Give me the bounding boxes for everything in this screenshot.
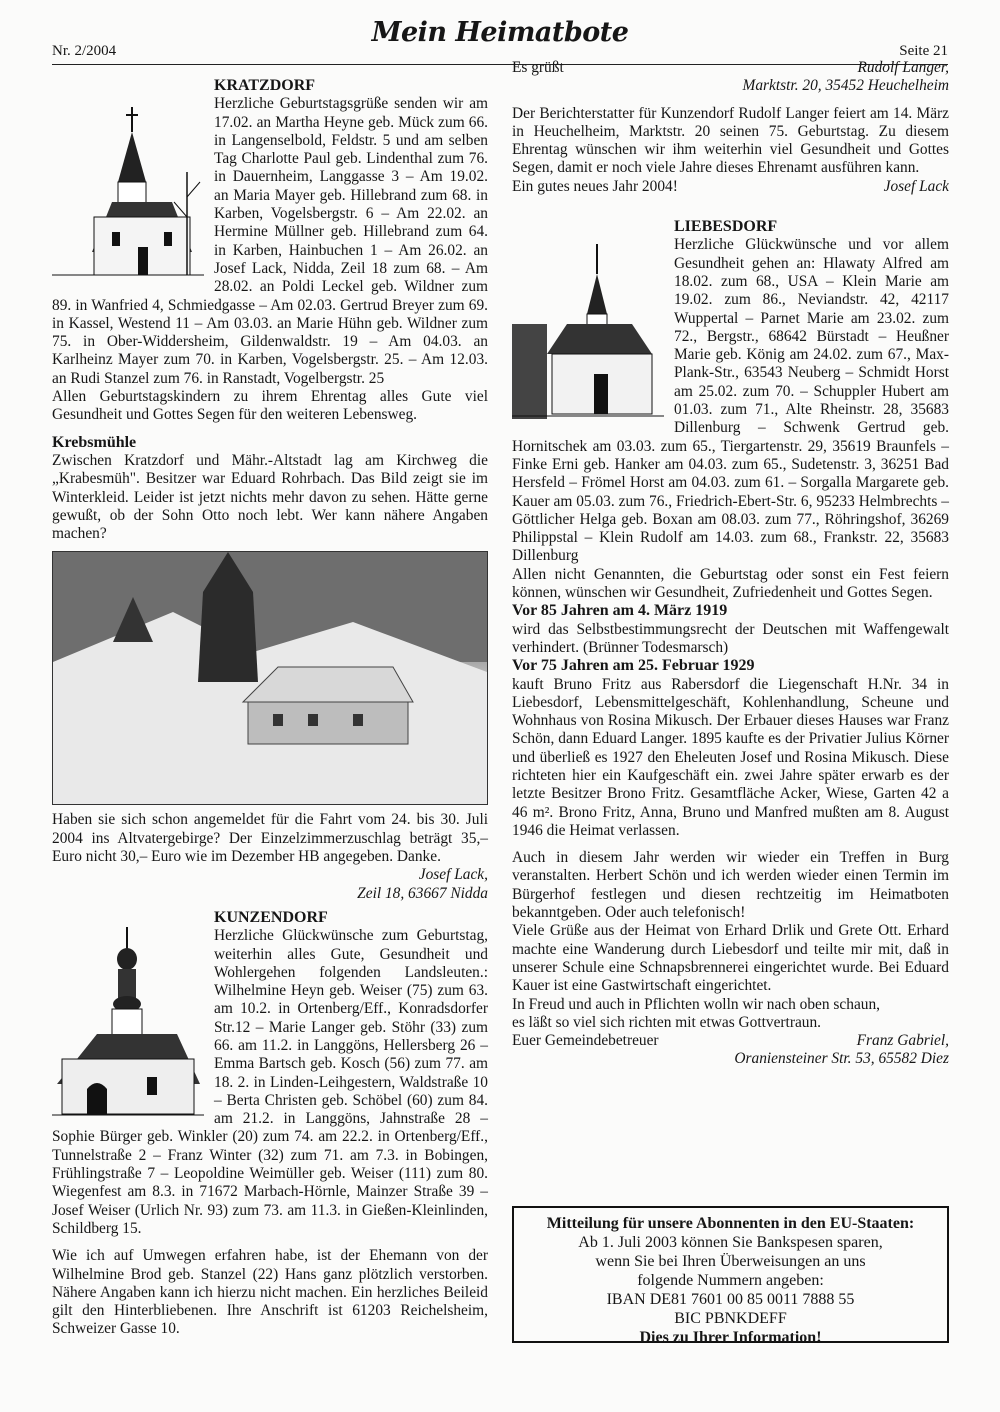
notice-iban: IBAN DE81 7601 00 85 0011 7888 55 <box>606 1291 855 1308</box>
history-1919-text: wird das Selbstbestimmungsrecht der Deutschen mit Waffengewalt verhindert. (Brünner Todesmarsch) <box>512 620 949 656</box>
right-column <box>512 59 949 1069</box>
verse-line-2: es läßt so viel sich richten mit etwas Gottvertraun. <box>512 1013 822 1031</box>
kunzendorf-note: Wie ich auf Umwegen erfahren habe, ist der Ehemann von der Wilhelmine Brod geb. Stanzel (22) Hans ganz plötzlich verstorben. Nähere Angaben kann ich hierzu nicht machen. Ein herzliches Beileid gilt den Hinterbliebenen. Ihre Anschrift ist 61203 Reichelsheim, Schweizer Gasse 10. <box>52 1247 488 1338</box>
liebesdorf-signature-address: Oraniensteiner Str. 53, 65582 Diez <box>734 1050 949 1068</box>
community-caretaker-label: Euer Gemeindebetreuer <box>512 1032 659 1050</box>
history-1929-text: kauft Bruno Fritz aus Rabersdorf die Liegenschaft H.Nr. 34 in Liebesdorf, Lebensmittelgeschäft, Kohlenhandlung, Scheune und Wohnhaus von Rosina Mikusch. Der Erbauer dieses Hauses war Franz Schön, dann Eduard Langer. 1895 kaufte es der Privatier Julius Körner und überließ es 1927 den Eheleuten Josef und Rosina Mikusch. Diese richteten hier ein Kaufgeschäft ein. zwei Jahre später erwarb es der letzte Besitzer Brono Fritz. Gesamtfläche Acker, Wiese, Garten 42 a 46 m². Brono Fritz, Anna, Bruno und Manfred mußten am 8. August 1946 die Heimat verlassen. <box>512 675 949 839</box>
winter-mill-photo <box>52 551 488 805</box>
notice-line-3: folgende Nummern angeben: <box>637 1272 824 1289</box>
issue-number: Nr. 2/2004 <box>52 43 117 59</box>
kratzdorf-text: Herzliche Geburtstagsgrüße senden wir am 17.02. an Martha Heyne geb. Mück zum 66. in Langenselbold, Feldstr. 5 und am selben Tag Charlotte Paul geb. Lindenthal zum 76. in Dauernheim, Langgasse 3 – Am 19.02. an Maria Mayer geb. Hillebrand zum 68. in Karben, Vogelsbergstr. 6 – Am 22.02. an Hermine Müllner geb. Hillebrand zum 64. in Karben, Hainbuchen 1 – Am 26.02. an Josef Lack, Nidda, Zeil 18 zum 68. – Am 28.02. an Poldi Leckel geb. Wildner zum 89. in Wanfried 4, Schmiedgasse – Am 02.03. Gertrud Breyer zum 69. in Kassel, Westend 11 – Am 03.03. an Marie Hühn geb. Wildner zum 75. in Ober-Widdersheim, Gildenwaldstr. 19 – Am 04.03. an Karlheinz Mayer zum 70. in Karben, Vogelsbergstr. 25. – Am 12.03. an Rudi Stanzel zum 76. in Ranstadt, Vogelbergstr. 25 <box>52 95 488 387</box>
liebesdorf-text: Herzliche Glückwünsche und vor allem Gesundheit gehen an: Hlawaty Alfred am 18.02. zum 68., USA – Klein Marie am 19.02. zum 86., Neviandstr. 42, 42117 Wuppertal – Parnet Marie am 23.02. zum 72., Bergstr., 68642 Bürstadt – Heußner Marie geb. König am 24.02. zum 67., Max-Plank-Str., 63543 Neuberg – Schmidt Horst am 25.02. zum 70. – Schuppler Hubert am 01.03. zum 71., Alte Rheinstr. 28, 35683 Dillenburg – Schwenk Gertrud geb. Hornitschek am 03.03. zum 65., Tiergartenstr. 29, 35619 Braunfels – Finke Erni geb. Hanker am 04.03. zum 65., Sudetenstr. 3, 36251 Bad Hersfeld – Frömel Horst am 04.03. zum 61. – Sorgalla Margarete geb. Kauer am 05.03. zum 76., Friedrich-Ebert-Str. 6, 95233 Helmbrechts – Göttlicher Helga geb. Boxan am 08.03. zum 77., Röhringshof, 36269 Philippstal – Klein Rudolf am 14.03. zum 68., Frankstr. 22, 35683 Dillenburg <box>512 236 949 565</box>
new-year-wish: Ein gutes neues Jahr 2004! <box>512 177 678 195</box>
kratzdorf-heading: KRATZDORF <box>214 77 316 94</box>
notice-line-1: Ab 1. Juli 2003 können Sie Bankspesen sparen, <box>578 1234 883 1251</box>
kunzendorf-heading: KUNZENDORF <box>214 908 328 926</box>
meeting-text: Auch in diesem Jahr werden wir wieder ein Treffen in Burg veranstalten. Herbert Schön und ich werden wieder einen Termin im Bürgerhof festlegen und diesen rechtzeitig im Heimatboten bekanntgeben. Oder auch telefonisch! <box>512 849 949 922</box>
history-1919-heading: Vor 85 Jahren am 4. März 1919 <box>512 602 728 620</box>
page-number: Seite 21 <box>899 43 948 59</box>
krebsmuehle-heading: Krebsmühle <box>52 433 137 451</box>
verse-line-1: In Freud und auch in Pflichten wolln wir nach oben schaun, <box>512 995 881 1013</box>
kunzendorf-greeting: Es grüßt <box>512 59 564 76</box>
kratzdorf-church-image <box>52 77 204 282</box>
trip-signature-address: Zeil 18, 63667 Nidda <box>357 884 488 902</box>
eu-subscriber-notice <box>512 1206 949 1346</box>
kratzdorf-closing: Allen Geburtstagskindern zu ihrem Ehrentag alles Gute viel Gesundheit und Gottes Segen für den weiteren Lebensweg. <box>52 388 488 424</box>
left-column <box>52 77 488 1339</box>
notice-title: Mitteilung für unsere Abonnenten in den EU-Staaten: <box>546 1215 915 1232</box>
trip-text: Haben sie sich schon angemeldet für die Fahrt vom 24. bis 30. Juli 2004 ins Altvatergebirge? Der Einzelzimmerzuschlag beträgt 35,– Euro nicht 30,– Euro wie im Dezember HB angegeben. Danke. <box>52 811 488 866</box>
masthead-logo: Mein Heimatbote <box>371 17 629 48</box>
kunzendorf-report: Der Berichterstatter für Kunzendorf Rudolf Langer feiert am 14. März in Heuchelheim, Marktstr. 20 seinen 75. Geburtstag. Zu diesem Ehrentag wünschen wir ihm weiterhin viel Gesundheit und Gottes Segen, damit er noch viele Jahre dieses Ehrenamt ausführen kann. <box>512 104 949 177</box>
history-1929-heading: Vor 75 Jahren am 25. Februar 1929 <box>512 657 755 675</box>
notice-bic: BIC PBNKDEFF <box>674 1310 787 1327</box>
kunzendorf-text: Herzliche Glückwünsche zum Geburtstag, weiterhin alles Gute, Gesundheit und Wohlergehen folgenden Landsleuten.: Wilhelmine Heyn geb. Weiser (75) zum 63. am 10.2. in Ortenberg/Eff., Konradsdorfer Str.12 – Marie Langer geb. Stöhr (33) zum 66. am 11.2. in Langgöns, Hellersberg 26 – Emma Bartsch geb. Kosch (56) zum 77. am 18. 2. in Linden-Leihgestern, Waldstraße 10 – Berta Christen geb. Schöbel (60) zum 84. am 21.2. in Langgöns, Jahnstraße 28 – Sophie Bürger geb. Winkler (20) zum 74. am 22.2. in Ortenberg/Eff., Tunnelstraße 2 – Franz Winter (32) zum 71. am 7.3. in Bobingen, Frühlingstraße 7 – Leopoldine Weimüller geb. Weiser (111) zum 80. Wiegenfest am 8.3. in 71672 Marbach-Hörnle, Mainzer Straße 39 – Josef Weiser (Urlich Nr. 93) zum 73. am 11.3. in Gießen-Kleinlinden, Schildberg 15. <box>52 927 488 1237</box>
greetings-text: Viele Grüße aus der Heimat von Erhard Drlik und Grete Ott. Erhard machte eine Wanderung durch Liebesdorf und teilte mir mit, daß in unserer Schule eine Schnapsbrennerei eingerichtet wurde. Bei Eduard Kauer ist eine Gastwirtschaft eingerichtet. <box>512 922 949 995</box>
liebesdorf-heading: LIEBESDORF <box>674 218 778 236</box>
notice-closing: Dies zu Ihrer Information! <box>639 1329 822 1346</box>
liebesdorf-church-image <box>512 244 664 424</box>
kunzendorf-signature-name: Rudolf Langer, <box>857 59 949 76</box>
trip-signature-name: Josef Lack, <box>418 866 488 884</box>
liebesdorf-signature-name: Franz Gabriel, <box>856 1032 949 1050</box>
liebesdorf-closing: Allen nicht Genannten, die Geburtstag oder sonst ein Fest feiern können, wünschen wir Gesundheit, Zufriedenheit und Gottes Segen. <box>512 565 949 602</box>
kunzendorf-church-image <box>52 909 204 1121</box>
new-year-signature: Josef Lack <box>883 177 949 195</box>
kunzendorf-signature-address: Marktstr. 20, 35452 Heuchelheim <box>742 77 949 95</box>
krebsmuehle-text: Zwischen Kratzdorf und Mähr.-Altstadt lag am Kirchweg die „Krabesmüh". Besitzer war Eduard Rohrbach. Das Bild zeigt sie im Winterkleid. Leider ist jetzt nichts mehr davon zu sehen. Hätte gerne gewußt, ob der Sohn Otto noch lebt. Wer kann nähere Angaben machen? <box>52 451 488 543</box>
notice-line-2: wenn Sie bei Ihren Überweisungen an uns <box>595 1253 866 1270</box>
